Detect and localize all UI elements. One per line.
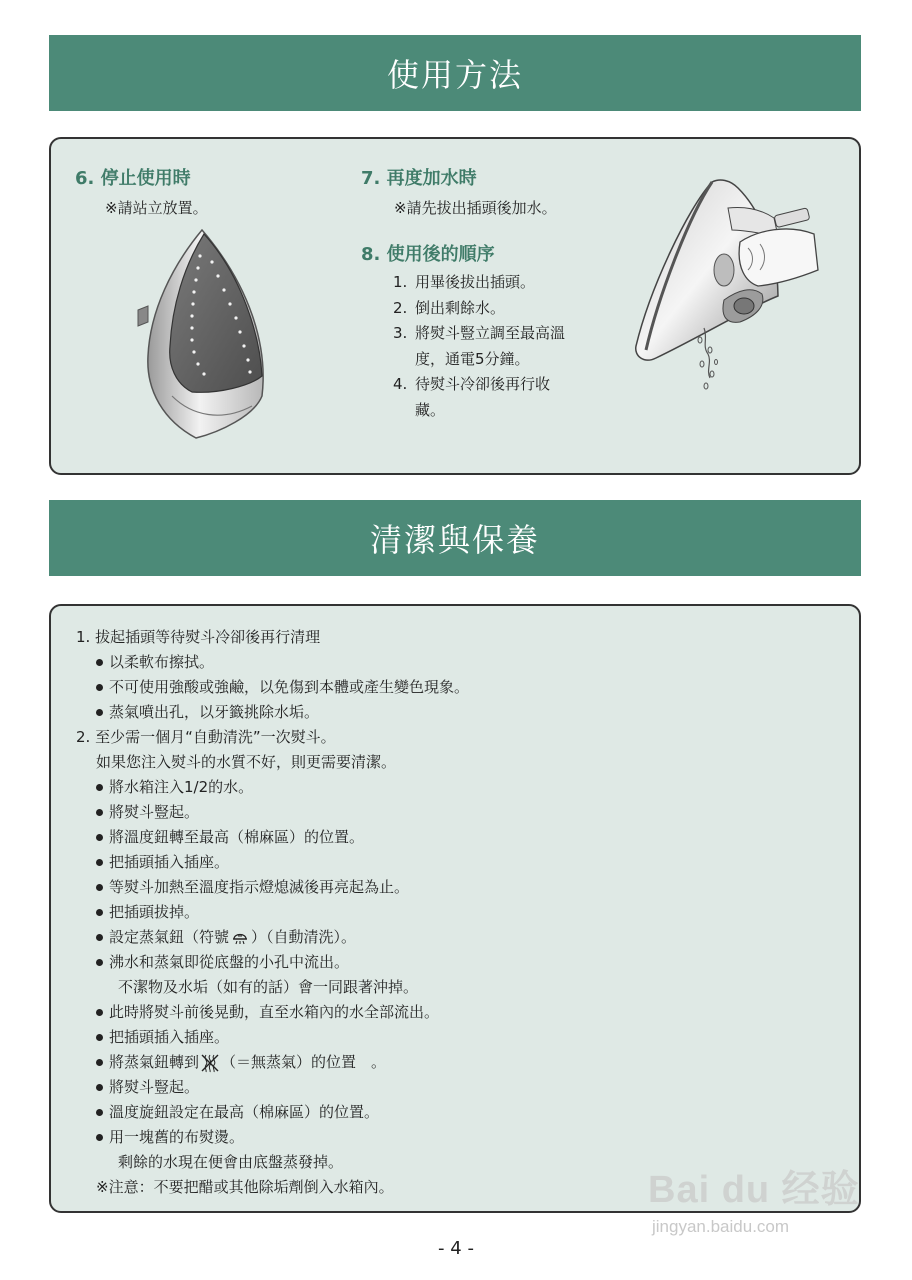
bullet-item: 把插頭拔掉。 xyxy=(76,900,469,925)
standing-iron-illustration xyxy=(132,226,274,442)
page-number: - 4 - xyxy=(438,1238,474,1259)
no-steam-icon xyxy=(200,1053,220,1073)
care-step-heading: 2. 至少需一個月“自動清洗”一次熨斗。 xyxy=(76,728,336,746)
care-title: 清潔與保養 xyxy=(369,521,540,559)
bullet-item: 不可使用強酸或強鹼，以免傷到本體或產生變色現象。 xyxy=(76,675,469,700)
step6-title: 6. 停止使用時 xyxy=(75,168,191,189)
bullet-item: 將水箱注入1/2的水。 xyxy=(76,775,469,800)
care-instructions xyxy=(76,625,469,1200)
list-item: 2. 倒出剩餘水。 xyxy=(393,298,506,317)
self-clean-icon xyxy=(230,928,250,948)
bullet-item: 將溫度鈕轉至最高（棉麻區）的位置。 xyxy=(76,825,469,850)
bullet-item: 用一塊舊的布熨燙。 xyxy=(76,1125,469,1150)
bullet-icon xyxy=(96,784,103,791)
bullet-icon xyxy=(96,909,103,916)
step6-note: ※請站立放置。 xyxy=(105,199,208,217)
bullet-icon xyxy=(96,834,103,841)
bullet-icon xyxy=(96,709,103,716)
baidu-watermark-logo: Bai du 经验 xyxy=(648,1169,860,1211)
bullet-item: 把插頭插入插座。 xyxy=(76,850,469,875)
baidu-watermark-url: jingyan.baidu.com xyxy=(652,1217,790,1236)
bullet-icon xyxy=(96,659,103,666)
step8-list xyxy=(393,270,565,423)
bullet-icon xyxy=(96,884,103,891)
bullet-icon xyxy=(96,934,103,941)
usage-title: 使用方法 xyxy=(386,56,523,94)
care-note: 不潔物及水垢（如有的話）會一同跟著沖掉。 xyxy=(118,978,419,996)
care-note: 如果您注入熨斗的水質不好，則更需要清潔。 xyxy=(96,753,397,771)
bullet-icon xyxy=(96,684,103,691)
list-item: 3. 將熨斗豎立調至最高溫 xyxy=(393,324,566,342)
bullet-icon xyxy=(96,809,103,816)
list-item-continuation: 藏。 xyxy=(415,400,446,419)
bullet-item: 此時將熨斗前後晃動，直至水箱內的水全部流出。 xyxy=(76,1000,469,1025)
bullet-item: 設定蒸氣鈕（符號 ）（自動清洗）。 xyxy=(76,925,469,950)
care-warning: ※注意：不要把醋或其他除垢劑倒入水箱內。 xyxy=(96,1178,394,1196)
bullet-item: 蒸氣噴出孔，以牙籤挑除水垢。 xyxy=(76,700,469,725)
bullet-item: 將蒸氣鈕轉到 （＝無蒸氣）的位置 。 xyxy=(76,1050,469,1075)
bullet-item: 把插頭插入插座。 xyxy=(76,1025,469,1050)
bullet-icon xyxy=(96,859,103,866)
bullet-item: 溫度旋鈕設定在最高（棉麻區）的位置。 xyxy=(76,1100,469,1125)
step8-title: 8. 使用後的順序 xyxy=(361,244,495,265)
care-note: 剩餘的水現在便會由底盤蒸發掉。 xyxy=(118,1153,344,1171)
bullet-icon xyxy=(96,1109,103,1116)
bullet-icon xyxy=(96,1059,103,1066)
draining-iron-illustration xyxy=(628,178,822,398)
bullet-item: 將熨斗豎起。 xyxy=(76,800,469,825)
bullet-item: 將熨斗豎起。 xyxy=(76,1075,469,1100)
bullet-item: 等熨斗加熱至溫度指示燈熄滅後再亮起為止。 xyxy=(76,875,469,900)
care-step-heading: 1. 拔起插頭等待熨斗冷卻後再行清理 xyxy=(76,628,321,646)
usage-banner xyxy=(49,35,861,111)
bullet-icon xyxy=(96,1134,103,1141)
bullet-item: 以柔軟布擦拭。 xyxy=(76,650,469,675)
bullet-icon xyxy=(96,959,103,966)
step7-note: ※請先拔出插頭後加水。 xyxy=(394,199,557,217)
care-banner xyxy=(49,500,861,576)
step7-title: 7. 再度加水時 xyxy=(361,168,477,189)
list-item: 1. 用畢後拔出插頭。 xyxy=(393,273,536,291)
bullet-item: 沸水和蒸氣即從底盤的小孔中流出。 xyxy=(76,950,469,975)
bullet-icon xyxy=(96,1084,103,1091)
bullet-icon xyxy=(96,1034,103,1041)
bullet-icon xyxy=(96,1009,103,1016)
list-item: 4. 待熨斗冷卻後再行收 xyxy=(393,375,551,393)
list-item-continuation: 度，通電5分鐘。 xyxy=(415,349,530,368)
